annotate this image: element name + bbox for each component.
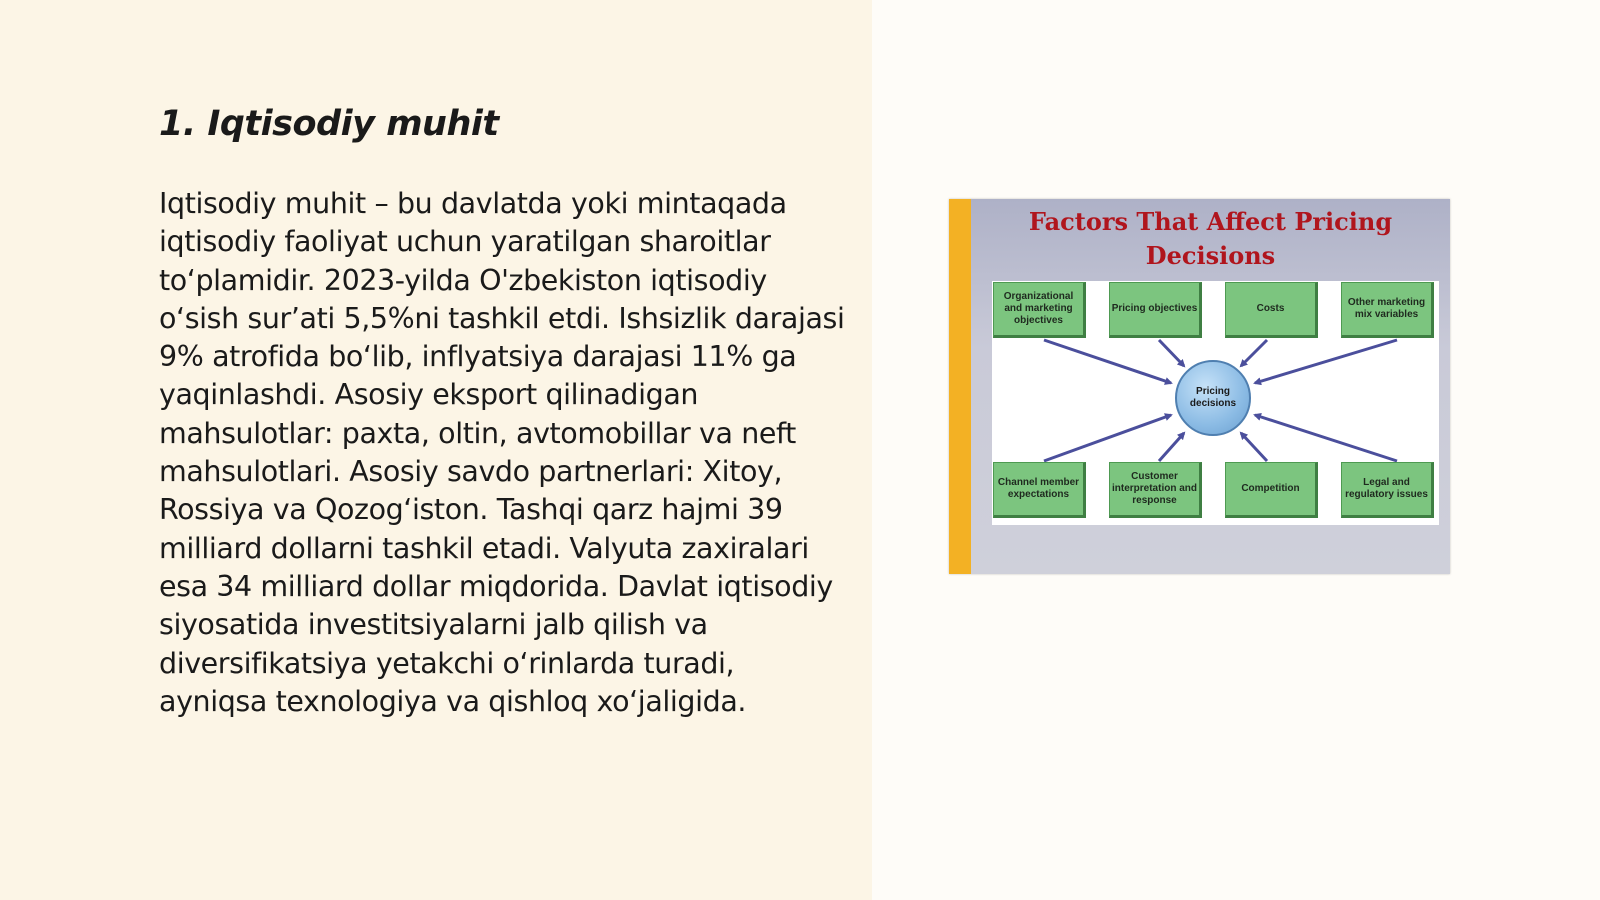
box-channel-member-expectations: Channel member expectations [993,462,1086,518]
box-costs: Costs [1225,282,1318,338]
arrow-2 [1159,340,1184,366]
arrow-1 [1044,340,1171,383]
slide-title: 1. Iqtisodiy muhit [159,104,499,144]
arrow-8 [1255,415,1397,461]
box-pricing-objectives: Pricing objectives [1109,282,1202,338]
diagram-title: Factors That Affect Pricing Decisions [1028,207,1393,270]
slide-body-text: Iqtisodiy muhit – bu davlatda yoki mintaqada iqtisodiy faoliyat uchun yaratilgan sharoitlar to‘plamidir. 2023-yilda O'zbekiston iqtisodiy o‘sish sur’ati 5,5%ni tashkil etdi. Ishsizlik darajasi 9% atrofida bo‘lib, inflyatsiya darajasi 11% ga yaqinlashdi. Asosiy eksport qilinadigan mahsulotlar: paxta, oltin, avtomobillar va neft mahsulotlari. Asosiy savdo partnerlari: Xitoy, Rossiya va Qozog‘iston. Tashqi qarz hajmi 39 milliard dollarni tashkil etadi. Valyuta zaxiralari esa 34 milliard dollar miqdorida. Davlat iqtisodiy siyosatida investitsiyalarni jalb qilish va diversifikatsiya yetakchi o‘rinlarda turadi, ayniqsa texnologiya va qishloq xo‘jaligida. [159,187,845,718]
arrow-5 [1044,415,1171,461]
box-competition: Competition [1225,462,1318,518]
box-legal-regulatory: Legal and regulatory issues [1341,462,1434,518]
box-organizational-objectives: Organizational and marketing objectives [993,282,1086,338]
pricing-factors-diagram [949,199,1450,574]
arrow-7 [1241,433,1267,461]
center-node-pricing-decisions: Pricing decisions [1175,360,1251,436]
arrow-3 [1241,340,1267,366]
box-other-marketing-mix: Other marketing mix variables [1341,282,1434,338]
arrow-4 [1255,340,1397,383]
box-customer-interpretation: Customer interpretation and response [1109,462,1202,518]
arrow-6 [1159,433,1184,461]
